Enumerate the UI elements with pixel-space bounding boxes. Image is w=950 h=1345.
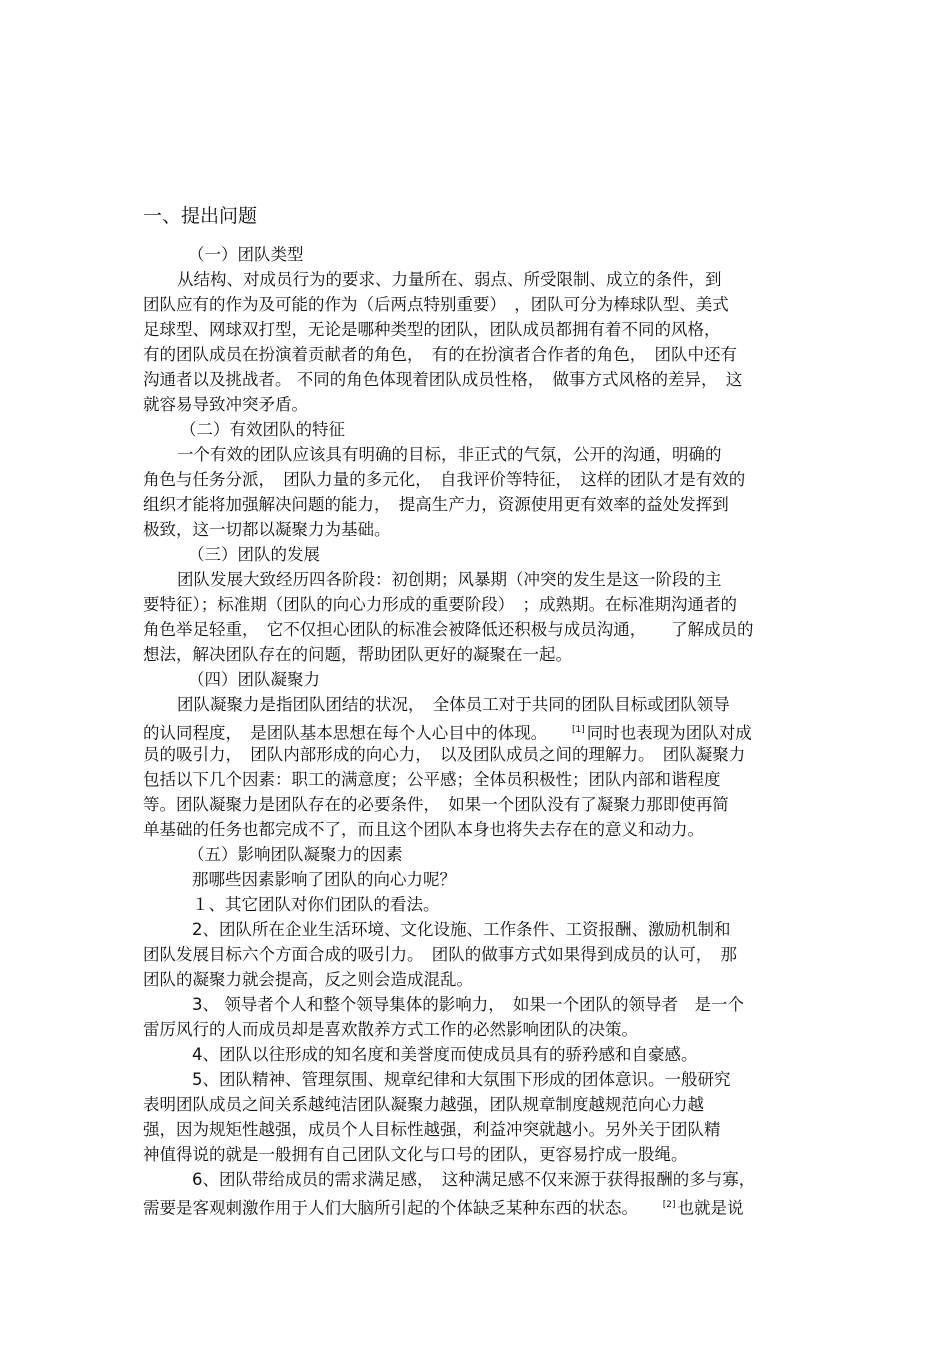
paragraph-line: 足球型、网球双打型，无论是哪种类型的团队，团队成员都拥有着不同的风格， [143,320,721,339]
paragraph-line: 要特征）；标准期（团队的向心力形成的重要阶段） ；成熟期。在标准期沟通者的 [143,595,737,614]
list-item-2: 2、团队所在企业生活环境、文化设施、工作条件、工资报酬、激励机制和 [192,920,731,939]
line-text: 的认同程度， 是团队基本思想在每个人心目中的体现。 [143,723,539,743]
paragraph-line: 极致，这一切都以凝聚力为基础。 [143,520,391,539]
paragraph-line: 神值得说的就是一般拥有自己团队文化与口号的团队，更容易拧成一股绳。 [143,1145,688,1164]
paragraph-line: 沟通者以及挑战者。 不同的角色体现着团队成员性格， 做事方式风格的差异， 这 [143,370,743,389]
paragraph-line: 团队的凝聚力就会提高，反之则会造成混乱。 [143,970,473,989]
paragraph-line: 团队应有的作为及可能的作为（后两点特别重要） ，团队可分为棒球队型、美式 [143,295,729,314]
list-item-4: 4、团队以往形成的知名度和美誉度而使成员具有的骄矜感和自豪感。 [192,1045,698,1064]
paragraph-line: 就容易导致冲突矛盾。 [143,395,308,414]
paragraph-line: 员的吸引力， 团队内部形成的向心力， 以及团队成员之间的理解力。 团队凝聚力 [143,745,746,764]
citation-2: [2] [662,1200,676,1210]
paragraph-line: 角色与任务分派， 团队力量的多元化， 自我评价等特征， 这样的团队才是有效的 [143,470,746,489]
paragraph-line: 那哪些因素影响了团队的向心力呢？ [192,870,456,889]
list-item-1: １、其它团队对你们团队的看法。 [192,895,440,914]
subheading-effective-team: （二）有效团队的特征 [180,420,345,439]
paragraph-line: 有的团队成员在扮演着贡献者的角色， 有的在扮演者合作者的角色， 团队中还有 [143,345,737,364]
list-item-3: 3、 领导者个人和整个领导集体的影响力， 如果一个团队的领导者 是一个 [192,995,744,1014]
paragraph-line: 一个有效的团队应该具有明确的目标，非正式的气氛，公开的沟通，明确的 [177,445,722,464]
subheading-cohesion: （四）团队凝聚力 [188,670,320,689]
paragraph-line: 角色举足轻重， 它不仅担心团队的标准会被降低还积极与成员沟通， 了解成员的 [143,620,754,639]
paragraph-line [143,718,752,746]
line-text: 同时也表现为团队对成 [586,723,752,743]
paragraph-line: 团队发展目标六个方面合成的吸引力。 团队的做事方式如果得到成员的认可， 那 [143,945,737,964]
paragraph-line: 强，因为规矩性越强，成员个人目标性越强，利益冲突就越小。另外关于团队精 [143,1120,721,1139]
paragraph-line: 表明团队成员之间关系越纯洁团队凝聚力越强，团队规章制度越规范向心力越 [143,1095,704,1114]
paragraph-line: 从结构、对成员行为的要求、力量所在、弱点、所受限制、成立的条件，到 [177,270,722,289]
subheading-team-development: （三）团队的发展 [188,545,320,564]
subheading-influencing-factors: （五）影响团队凝聚力的因素 [188,845,403,864]
paragraph-line: 组织才能将加强解决问题的能力， 提高生产力，资源使用更有效率的益处发挥到 [143,495,729,514]
line-text: 需要是客观刺激作用于人们大脑所引起的个体缺乏某种东西的状态。 [143,1198,630,1218]
paragraph-line [143,1193,744,1221]
line-text: 也就是说 [677,1198,744,1218]
paragraph-line: 团队发展大致经历四各阶段：初创期；风暴期（冲突的发生是这一阶段的主 [177,570,722,589]
list-item-5: 5、团队精神、管理氛围、规章纪律和大氛围下形成的团体意识。一般研究 [192,1070,731,1089]
subheading-team-types: （一）团队类型 [188,245,304,264]
paragraph-line: 等。团队凝聚力是团队存在的必要条件， 如果一个团队没有了凝聚力那即使再简 [143,795,729,814]
list-item-6: 6、团队带给成员的需求满足感， 这种满足感不仅来源于获得报酬的多与寡， [192,1170,756,1189]
citation-1: [1] [572,725,585,735]
paragraph-line: 单基础的任务也都完成不了，而且这个团队本身也将失去存在的意义和动力。 [143,820,704,839]
paragraph-line: 团队凝聚力是指团队团结的状况， 全体员工对于共同的团队目标或团队领导 [177,695,730,714]
paragraph-line: 想法，解决团队存在的问题，帮助团队更好的凝聚在一起。 [143,645,572,664]
section-heading: 一、提出问题 [143,205,258,227]
paragraph-line: 雷厉风行的人而成员却是喜欢散养方式工作的必然影响团队的决策。 [143,1020,638,1039]
paragraph-line: 包括以下几个因素：职工的满意度；公平感；全体员积极性；团队内部和谐程度 [143,770,721,789]
